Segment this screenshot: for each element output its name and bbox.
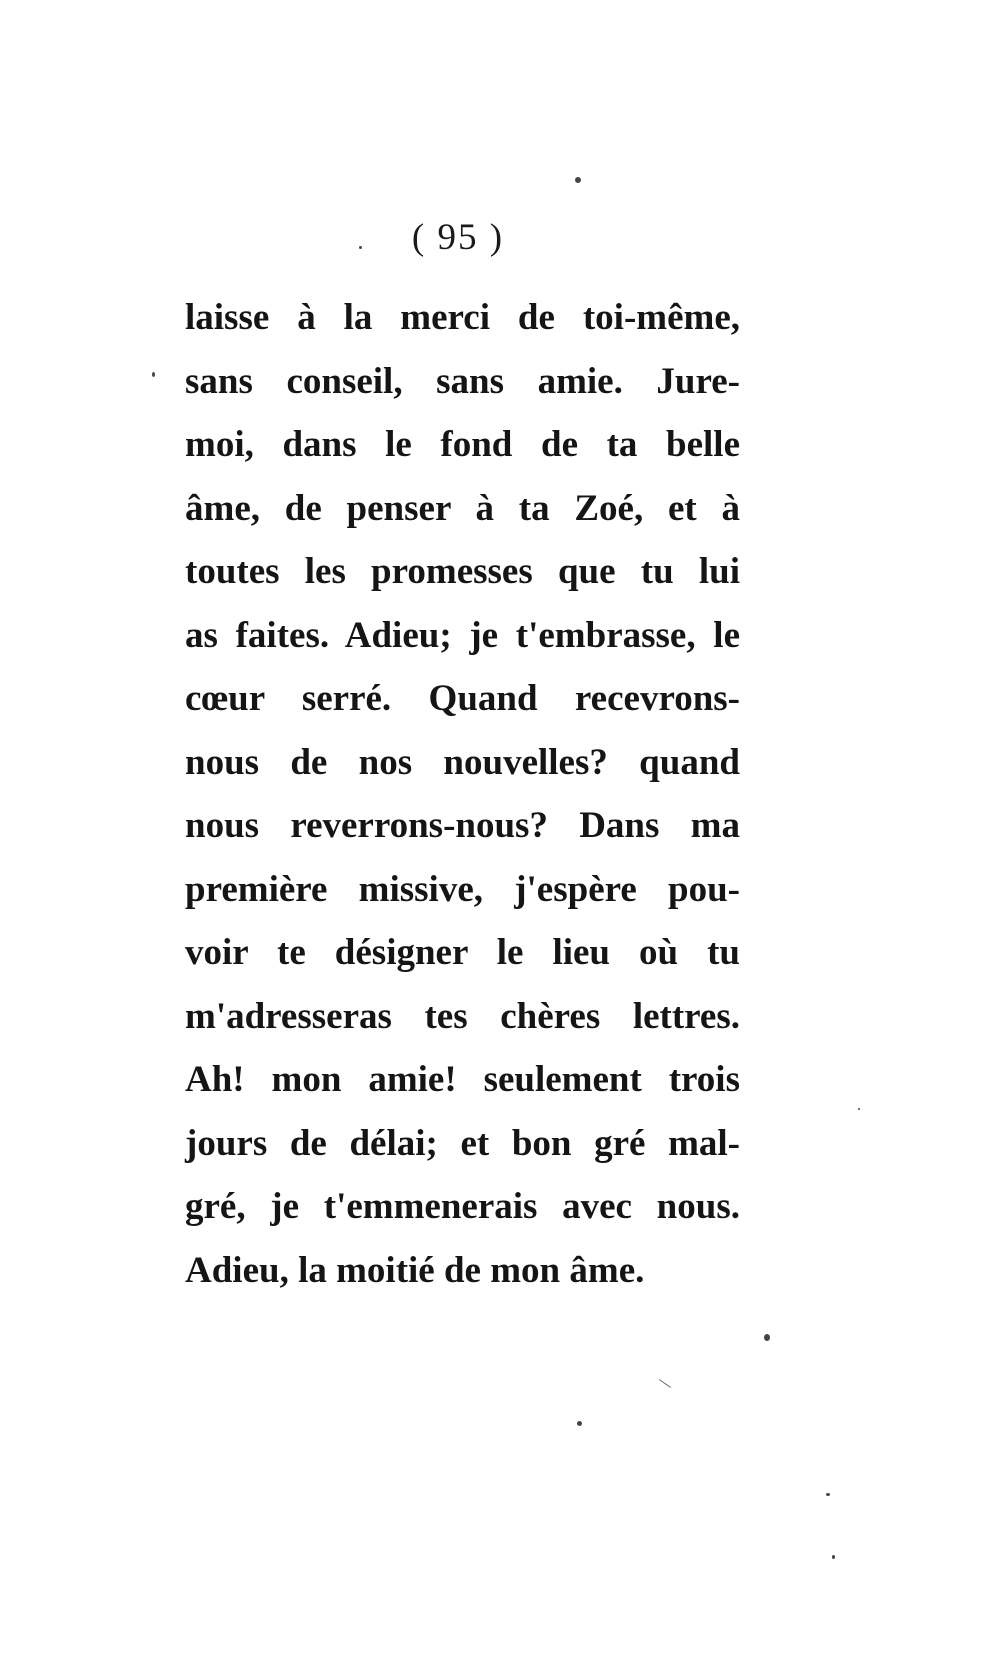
body-text	[185, 286, 740, 1302]
text-line: gré, je t'emmenerais avec nous.	[185, 1186, 740, 1227]
text-line: toutes les promesses que tu lui	[185, 551, 740, 592]
text-line: jours de délai; et bon gré mal-	[185, 1122, 740, 1164]
text-line: as faites. Adieu; je t'embrasse, le	[185, 614, 740, 656]
scan-speck	[575, 177, 581, 183]
text-line: voir te désigner le lieu où tu	[185, 932, 740, 973]
scan-speck	[858, 1108, 860, 1110]
text-line: Adieu, la moitié de mon âme.	[185, 1249, 645, 1291]
scan-speck	[826, 1493, 830, 1496]
text-line: nous de nos nouvelles? quand	[185, 741, 740, 783]
text-line: Ah! mon amie! seulement trois	[185, 1059, 740, 1100]
scan-speck	[659, 1379, 671, 1388]
text-line: cœur serré. Quand recevrons-	[185, 678, 740, 719]
scan-speck	[359, 246, 362, 249]
scan-speck	[832, 1555, 835, 1559]
text-line: sans conseil, sans amie. Jure-	[185, 360, 740, 402]
text-line: nous reverrons-nous? Dans ma	[185, 805, 740, 846]
scan-speck	[152, 372, 155, 377]
text-line: laisse à la merci de toi-même,	[185, 297, 740, 338]
page-number: ( 95 )	[411, 217, 505, 258]
text-line: m'adresseras tes chères lettres.	[185, 995, 740, 1037]
text-line: moi, dans le fond de ta belle	[185, 424, 740, 465]
scan-speck	[764, 1334, 770, 1341]
scan-speck	[577, 1421, 582, 1426]
text-line: première missive, j'espère pou-	[185, 868, 740, 910]
text-line: âme, de penser à ta Zoé, et à	[185, 487, 740, 529]
